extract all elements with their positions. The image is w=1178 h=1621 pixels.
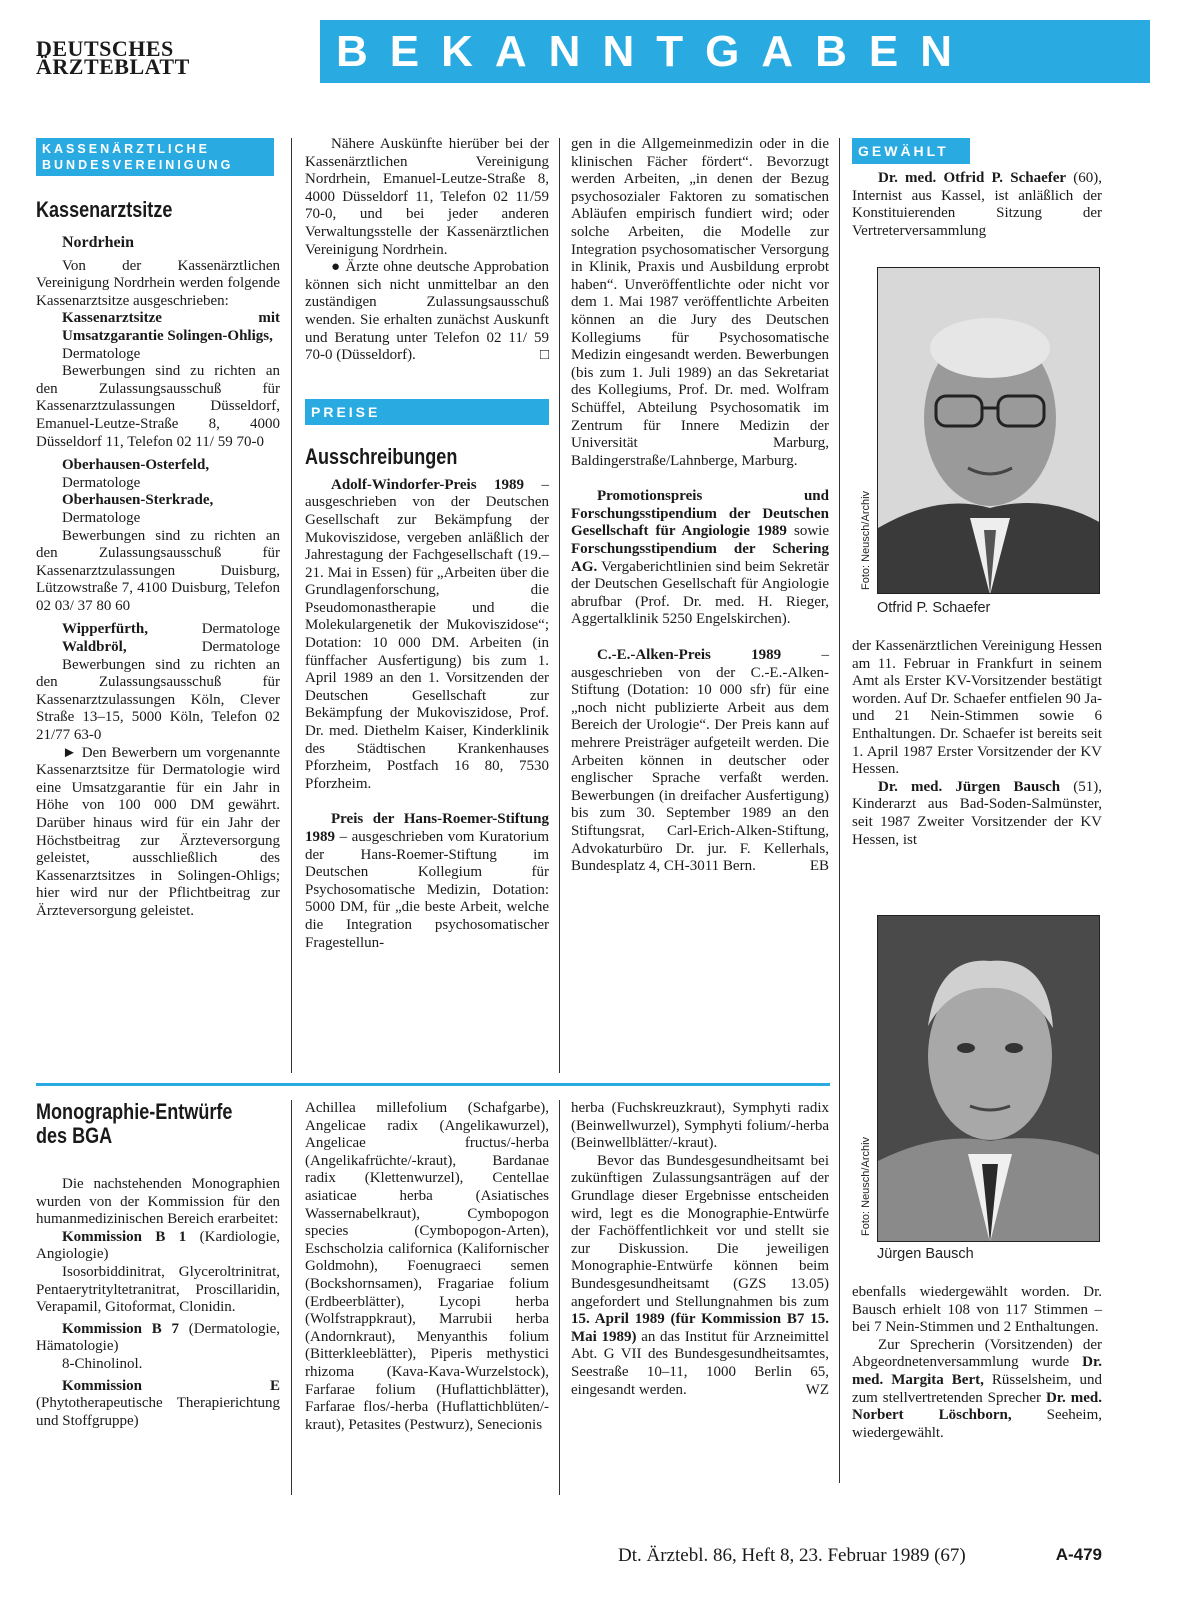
angiologie-prize [571, 488, 829, 629]
approbation-paragraph [305, 259, 549, 365]
roemer-prize [305, 811, 549, 952]
gewaehlt-label: GEWÄHLT [852, 138, 970, 164]
photo-2-credit: Foto: Neusch/Archiv [860, 1136, 872, 1236]
kommission-b1-field: (Kardiologie, Angiologie) [36, 1228, 281, 1263]
approbation-text: Ärzte ohne deutsche Approbation können sich nicht unmittelbar an den zuständigen Zulassungsausschuß wenden. Sie erhalten zunächst Auskunft und Beratung unter Telefon 02 11/ 59 70-0 (Düsseldorf). [305, 259, 549, 364]
section-divider [36, 1083, 830, 1086]
schaefer-intro [852, 170, 1102, 240]
bga-title-line-2: des BGA [36, 1123, 113, 1148]
bga-deadline: 15. April 1989 (für Kommission B7 15. Mai 1989) [571, 1311, 829, 1345]
author-signature: EB [809, 858, 829, 875]
bausch-portrait [878, 916, 1100, 1242]
arrow-icon: ► [62, 744, 77, 761]
guarantee-note-text: Den Bewerbern um vorgenannte Kassenarztsitze für Dermatologie wird eine Umsatzgarantie für ein Jahr in Höhe von 100 000 DM gewährt. Darüber hinaus wird für ein Jahr der Höchstbeitrag zur Ärzteversorgung geleistet, ausschließlich des Kassenarztsitzes in Solingen-Ohligs; hier wird nur der Pflichtbeitrag zur Ärzteversorgung geleistet. [36, 744, 280, 919]
plant-list: Achillea millefolium (Schafgarbe), Angelicae radix (Angelikawurzel), Angelicae fructus/-herba (Angelikafrüchte/-kraut), Bardanae radix (Klettenwurzel), Centellae asiaticae herba (Asiatisches Wassernabelkraut), Cymbopogon species (Cymbopogon-Arten), Eschscholzia californica (Kalifornischer Goldmohn), Foenugraeci semen (Bockshornsamen), Fragariae folium (Erdbeerblätter), Lycopi herba (Wolfstrappkraut), Marrubii herba (Andornkraut), Menyanthis folium (Bitterkleeblätter), Piperis methystici rhizoma (Kava-Kava-Wurzelstock), Farfarae folium (Huflattichblätter), Farfarae flos/-herba (Huflattichblüten/-kraut), Petasites (Pestwurz), Senecionis [305, 1100, 549, 1433]
bga-procedure-text-1: Bevor das Bundesgesundheitsamt bei zukünftigen Zulassungsanträgen auf der Grundlage dieser Ergebnisse entscheiden wird, legt es die Monographie-Entwürfe der Fachöffentlichkeit vor und stellt sie zur Diskussion. Die jeweiligen Monographie-Entwürfe können beim Bundesgesundheitsamt (GZS 13.05) angefordert und Stellungnahmen bis zum [571, 1152, 829, 1310]
photo-1-credit: Foto: Neusch/Archiv [860, 490, 872, 590]
listing-2-text: Bewerbungen sind zu richten an den Zulassungsausschuß für Kassenarztzulassungen Duisburg, Lützowstraße 7, 4100 Duisburg, Telefon 02 03/ 37 80 60 [36, 527, 280, 614]
kommission-b7-list: 8-Chinolinol. [62, 1355, 143, 1372]
speaker-text-2: Rüsselsheim, und zum stellvertretenden Sprecher [852, 1371, 1102, 1406]
lower-column-3 [571, 1100, 829, 1399]
column-3 [571, 136, 829, 876]
alken-prize-text: – ausgeschrieben von der C.-E.-Alken-Stiftung (Dotation: 10 000 sfr) für eine „noch nicht publizierte Arbeit aus dem Bereich der Urologie“. Der Preis kann auf mehrere Preisträger aufgeteilt werden. Die Arbeiten können in deutscher oder englischer Sprache verfaßt werden. Bewerbungen (in dreifacher Ausfertigung) bis zum 30. September 1989 an den Stiftungsrat, Carl-Erich-Alken-Stiftung, Advokaturbüro Dr. jur. F. Kellerhals, Bundesplatz 4, CH-3011 Bern. [571, 647, 829, 875]
photo-1-caption: Otfrid P. Schaefer [877, 600, 991, 616]
schaefer-portrait [878, 268, 1100, 594]
schering-stipend-name: Forschungsstipendium der Schering AG. [571, 541, 829, 575]
section-banner: BEKANNTGABEN [320, 20, 1150, 83]
kommission-b1-name: Kommission B 1 [62, 1228, 187, 1245]
listing-3-specialty-1: Dermatologe [201, 621, 280, 638]
kommission-e-name: Kommission E [62, 1377, 280, 1394]
listing-2-specialty-1: Dermatologe [62, 474, 141, 491]
kommission-b7-field: (Dermatologie, Hämatologie) [36, 1320, 281, 1355]
photo-2-caption: Jürgen Bausch [877, 1246, 974, 1262]
listing-1-specialty: Dermatologe [62, 345, 141, 362]
listing-3-location-2: Waldbröl, [62, 639, 127, 656]
listing-1-text: Bewerbungen sind zu richten an den Zulassungsausschuß für Kassenarztzulassungen Düsseldorf, Emanuel-Leutze-Straße 8, 4000 Düsseldorf 11, Telefon 02 11/ 59 70-0 [36, 363, 280, 450]
column-1 [36, 138, 280, 921]
preise-label: PREISE [305, 399, 549, 425]
roemer-prize-name: Preis der Hans-Roemer-Stiftung 1989 [305, 811, 549, 845]
kommission-b1-list: Isosorbiddinitrat, Glyceroltrinitrat, Pentaerytrityltetranitrat, Proscillaridin, Verapamil, Gitoformat, Clonidin. [36, 1263, 280, 1316]
loeschborn-name: Dr. med. Norbert Löschborn, [852, 1389, 1102, 1424]
column-divider-1 [291, 138, 292, 1073]
page-number: A-479 [1055, 1545, 1102, 1564]
windorfer-prize-text: – ausgeschrieben von der Deutschen Gesellschaft zur Bekämpfung der Mukoviszidose, vergeben anläßlich der Jahrestagung der Fachgesellschaft (19.–21. Mai in Essen) für „Arbeiten über die Grundlagenforschung, die Pseudomonastherapie und die Molekulargenetik der Mukoviszidose“; Dotation: 10 000 DM. Arbeiten (in fünffacher Ausfertigung) bis zum 1. April 1989 an den 1. Vorsitzenden der Deutschen Gesellschaft zur Bekämpfung der Mukoviszidose, Prof. Dr. med. Diethelm Kaiser, Kinderklinik des Städtischen Krankenhauses Pforzheim, Postfach 16 80, 7530 Pforzheim. [305, 476, 549, 792]
windorfer-prize-name: Adolf-Windorfer-Preis 1989 [331, 476, 525, 493]
lower-column-1 [36, 1100, 280, 1430]
kommission-b7 [36, 1321, 280, 1356]
roemer-prize-text: – ausgeschrieben vom Kuratorium der Hans-Roemer-Stiftung im Deutschen Kollegium für Psychosomatische Medizin, Dotation: 5000 DM, für „die beste Arbeit, welche die Integration psychosomatischer Fragestellun- [305, 829, 550, 951]
masthead-line-1: DEUTSCHES [36, 36, 174, 61]
end-mark-icon: □ [539, 347, 549, 364]
angiologie-prize-name: Promotionspreis und Forschungsstipendium der Deutschen Gesellschaft für Angiologie 1989 [571, 488, 829, 540]
angiologie-prize-joiner: sowie [794, 523, 830, 540]
bausch-intro-text: (51), Kinderarzt aus Bad-Soden-Salmünster, seit 1987 Zweiter Vorsitzender der KV Hessen, ist [852, 778, 1103, 848]
bausch-intro [852, 779, 1102, 849]
kommission-e [36, 1378, 280, 1431]
bga-title-line-1: Monographie-Entwürfe [36, 1099, 233, 1124]
schaefer-result: der Kassenärztlichen Vereinigung Hessen am 11. Februar in Frankfurt in seinem Amt als Erster KV-Vorsitzender bestätigt worden. Auf Dr. Schaefer entfielen 90 Ja- und 21 Nein-Stimmen sowie 6 Enthaltungen. Dr. Schaefer ist bereits seit 1. April 1987 Erster Vorsitzender der KV Hessen. [852, 638, 1102, 778]
lower-divider-2 [559, 1100, 560, 1495]
listing-3-row-2 [36, 639, 280, 657]
kommission-b1 [36, 1229, 280, 1264]
bert-name: Dr. med. Margita Bert, [852, 1354, 1103, 1388]
bga-procedure [571, 1153, 829, 1399]
column-divider-2 [559, 138, 560, 1073]
lower-divider-1 [291, 1100, 292, 1495]
schaefer-text [852, 638, 1102, 849]
page-footer [618, 1545, 1102, 1567]
schaefer-name: Dr. med. Otfrid P. Schaefer [878, 170, 1067, 186]
listing-1-location: Kassenarztsitze mit Umsatzgarantie Solingen-Ohligs, [62, 310, 280, 344]
masthead [36, 36, 190, 79]
speaker-paragraph [852, 1337, 1102, 1443]
bga-procedure-text-2: an das Institut für Arzneimittel Abt. G VII des Bundesgesundheitsamtes, Seestraße 10–11, 1000 Berlin 65, eingesandt werden. [571, 1328, 830, 1398]
column-2 [305, 136, 549, 952]
listing-2-location-2: Oberhausen-Sterkrade, [62, 492, 214, 509]
bausch-photo [877, 915, 1100, 1242]
speaker-text-3: Seeheim, wiedergewählt. [852, 1407, 1103, 1441]
bga-intro: Die nachstehenden Monographien wurden von der Kommission für den humanmedizinischen Bereich erarbeitet: [36, 1176, 280, 1228]
bausch-result: ebenfalls wiedergewählt worden. Dr. Bausch erhielt 108 von 117 Stimmen – bei 7 Nein-Stimmen und 2 Enthaltungen. [852, 1284, 1102, 1336]
kbv-label [36, 138, 274, 176]
schaefer-intro-text: (60), Internist aus Kassel, ist anläßlich der Konstituierenden Sitzung der Vertreterversammlung [852, 170, 1103, 239]
angiologie-prize-text: Vergaberichtlinien sind beim Sekretär der Deutschen Gesellschaft für Angiologie abrufbar (Prof. Dr. med. H. Rieger, Aggertalklinik 5250 Engelskirchen). [571, 558, 829, 628]
listing-3-specialty-2: Dermatologe [201, 639, 280, 656]
guarantee-note [36, 745, 280, 921]
contact-paragraph: Nähere Auskünfte hierüber bei der Kassenärztlichen Vereinigung Nordrhein, Emanuel-Leutze-Straße 8, 4000 Düsseldorf 11, Telefon 02 11/59 70-0, und bei jeder anderen Verwaltungsstelle der Kassenärztlichen Vereinigung Nordrhein. [305, 136, 549, 258]
bausch-name: Dr. med. Jürgen Bausch [878, 778, 1061, 795]
bga-signature: WZ [805, 1381, 829, 1398]
lower-column-2 [305, 1100, 549, 1434]
region-heading: Nordrhein [62, 234, 134, 251]
bausch-text [852, 1284, 1102, 1442]
ausschreibungen-title: Ausschreibungen [305, 443, 458, 469]
bullet-icon: ● [331, 259, 341, 276]
column-divider-3 [839, 138, 840, 1483]
speaker-text-1: Zur Sprecherin (Vorsitzenden) der Abgeordnetenversammlung wurde [852, 1336, 1102, 1371]
masthead-line-2: ÄRZTEBLATT [36, 54, 190, 79]
plant-list-continued: herba (Fuchskreuzkraut), Symphyti radix (Beinwellwurzel), Symphyti folium/-herba (Beinwellblätter/-kraut). [571, 1100, 829, 1152]
article-title: Kassenarztsitze [36, 197, 173, 222]
schaefer-photo [877, 267, 1100, 594]
listing-3-row-1 [36, 621, 280, 639]
kbv-label-line-1: KASSENÄRZTLICHE [42, 142, 210, 156]
alken-prize-name: C.-E.-Alken-Preis 1989 [597, 647, 782, 664]
listing-2-specialty-2: Dermatologe [62, 509, 141, 526]
intro-text: Von der Kassenärztlichen Vereinigung Nordrhein werden folgende Kassenarztsitze ausgeschrieben: [36, 257, 280, 309]
alken-prize [571, 647, 829, 876]
column-4 [852, 138, 1102, 240]
listing-3-location-1: Wipperfürth, [62, 621, 148, 638]
kommission-e-field: (Phytotherapeutische Therapierichtung und Stoffgruppe) [36, 1395, 280, 1429]
citation: Dt. Ärztebl. 86, Heft 8, 23. Februar 1989 (67) [618, 1545, 966, 1566]
roemer-prize-continued: gen in die Allgemeinmedizin oder in die klinischen Fächer fördert“. Bevorzugt werden Arbeiten, „in denen der Bezug psychosozialer Faktoren zu somatischen Abläufen empirisch fundiert wird; oder solche Arbeiten, die Modelle zur Integration psychosomatischer Versorgung in Klinik, Praxis und Ausbildung erprobt haben“. Unveröffentlichte oder nicht vor dem 1. Mai 1987 veröffentlichte Arbeiten können an die Jury des Deutschen Kollegiums für Psychosomatische Medizin eingesandt werden. Bewerbungen (bis zum 1. Juli 1989) an das Sekretariat des Kollegiums, Prof. Dr. med. Wolfram Schüffel, Abteilung Psychosomatik im Zentrum für Innere Medizin der Universität Marburg, Baldingerstraße/Lahnberge, Marburg. [571, 136, 829, 469]
kommission-b7-name: Kommission B 7 [62, 1320, 180, 1337]
listing-2-location-1: Oberhausen-Osterfeld, [62, 457, 210, 474]
listing-3-text: Bewerbungen sind zu richten an den Zulassungsausschuß für Kassenarztzulassungen Köln, Clever Straße 13–15, 5000 Köln, Telefon 02 21/77 63-0 [36, 656, 280, 744]
kbv-label-line-2: BUNDESVEREINIGUNG [42, 158, 234, 172]
windorfer-prize [305, 477, 549, 794]
